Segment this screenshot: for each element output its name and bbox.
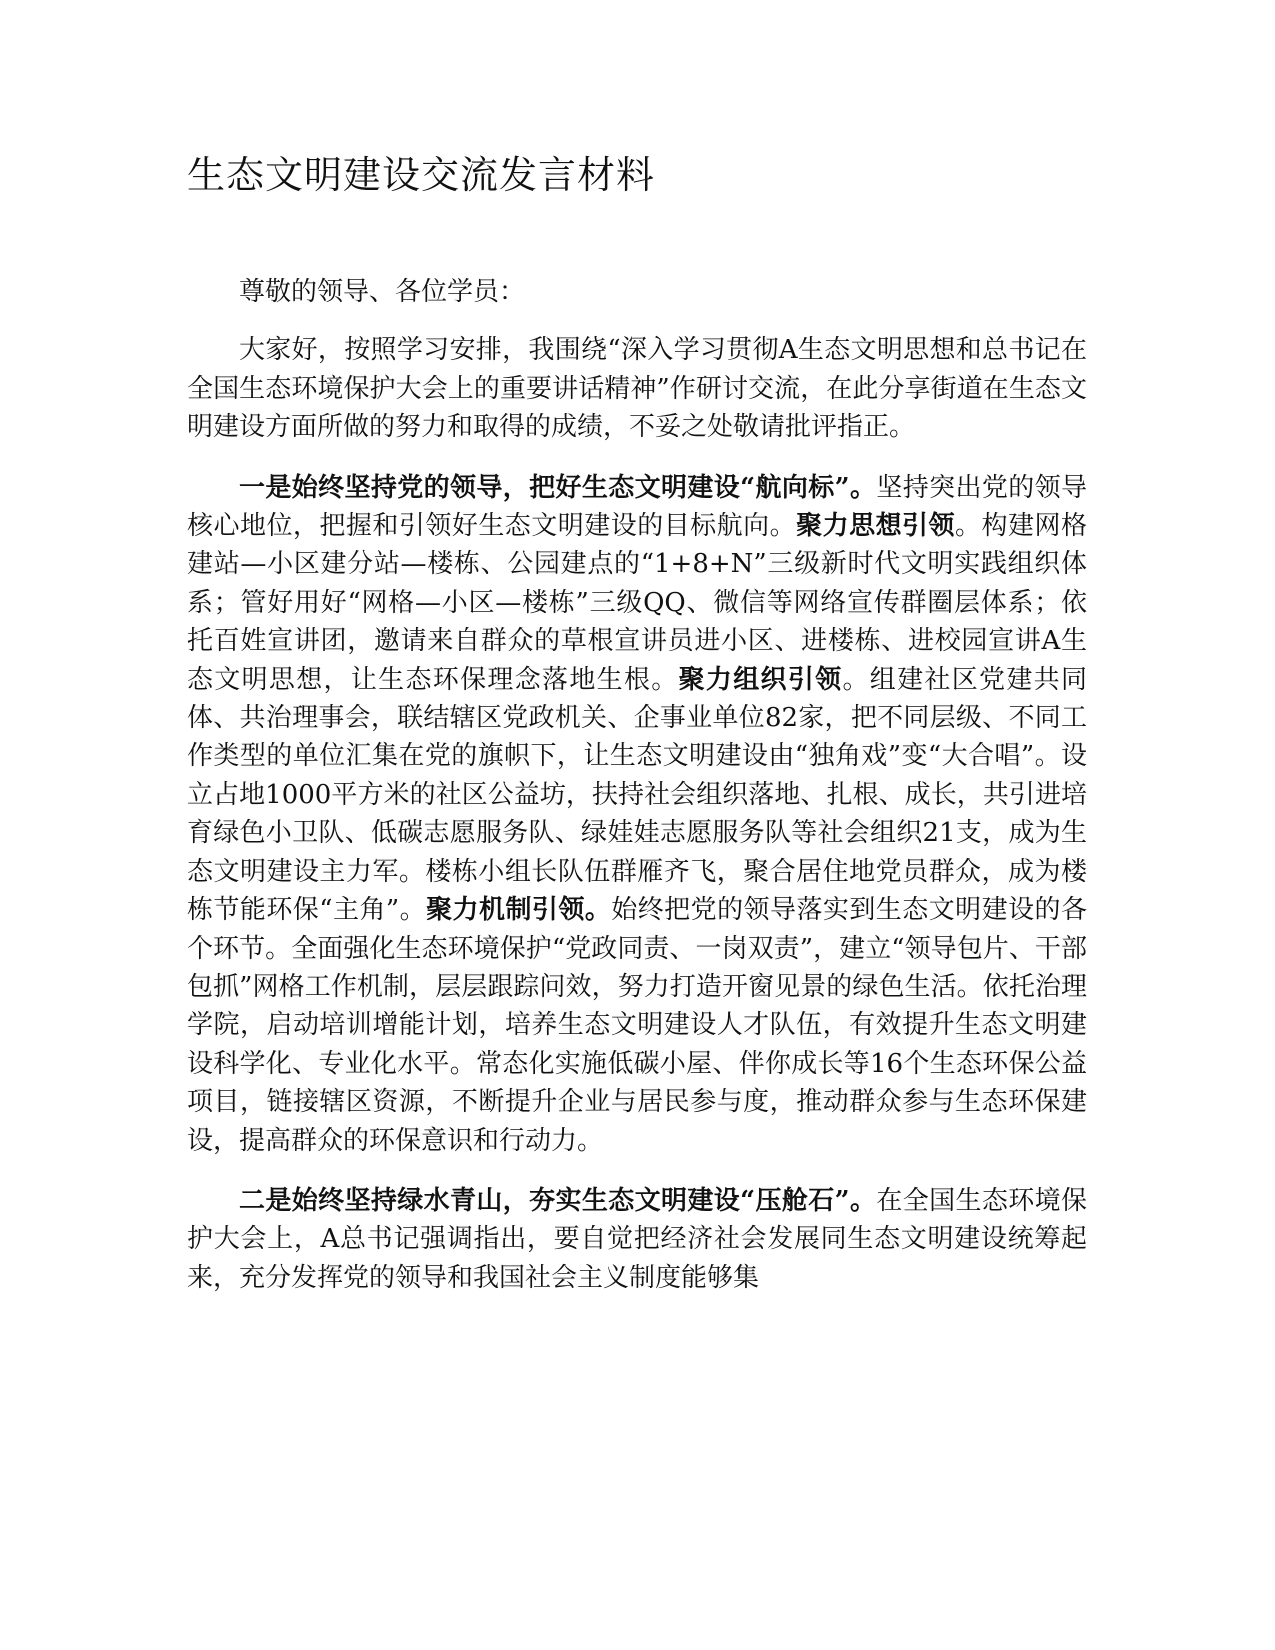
section-1-subheading-organization: 聚力组织引领 — [678, 664, 843, 695]
section-1-text-3: 。组建社区党建共同体、共治理事会，联结辖区党政机关、企事业单位82家，把不同层级、不同工作类型的单位汇集在党的旗帜下，让生态文明建设由“独角戏”变“大合唱”。设立占地1000平方米的社区公益坊，扶持社会组织落地、扎根、成长，共引进培育绿色小卫队、低碳志愿服务队、绿娃娃志愿服务队等社会组织21支，成为生态文明建设主力军。楼栋小组长队伍群雁齐飞，聚合居住地党员群众，成为楼栋节能环保“主角”。 — [187, 664, 1087, 926]
section-1-text-1: 坚持突出党的领导核心地位，把握和引领好生态文明建设的目标航向。 — [187, 472, 1087, 542]
section-1-heading: 一是始终坚持党的领导，把好生态文明建设“航向标”。 — [239, 472, 877, 503]
salutation: 尊敬的领导、各位学员： — [239, 277, 526, 307]
section-1-subheading-mechanism: 聚力机制引领。 — [426, 895, 612, 926]
section-2-heading: 二是始终坚持绿水青山，夯实生态文明建设“压舱石”。 — [239, 1185, 877, 1216]
intro-paragraph: 大家好，按照学习安排，我围绕“深入学习贯彻A生态文明思想和总书记在全国生态环境保护大会上的重要讲话精神”作研讨交流，在此分享街道在生态文明建设方面所做的努力和取得的成绩，不妥之处敬请批评指正。 — [187, 335, 1087, 443]
section-2-paragraph — [187, 1182, 1087, 1297]
section-2-text: 在全国生态环境保护大会上，A总书记强调指出，要自觉把经济社会发展同生态文明建设统筹起来，充分发挥党的领导和我国社会主义制度能够集 — [187, 1185, 1087, 1293]
section-1-text-4: 始终把党的领导落实到生态文明建设的各个环节。全面强化生态环境保护“党政同责、一岗双责”，建立“领导包片、干部包抓”网格工作机制，层层跟踪问效，努力打造开窗见景的绿色生活。依托治理学院，启动培训增能计划，培养生态文明建设人才队伍，有效提升生态文明建设科学化、专业化水平。常态化实施低碳小屋、伴你成长等16个生态环保公益项目，链接辖区资源，不断提升企业与居民参与度，推动群众参与生态环保建设，提高群众的环保意识和行动力。 — [187, 895, 1087, 1156]
document-body — [187, 273, 1087, 1297]
section-1-paragraph — [187, 469, 1087, 1160]
section-1-subheading-thought: 聚力思想引领 — [796, 511, 956, 542]
section-1-text-2: 。构建网格建站—小区建分站—楼栋、公园建点的“1+8+N”三级新时代文明实践组织体系；管好用好“网格—小区—楼栋”三级QQ、微信等网络宣传群圈层体系；依托百姓宣讲团，邀请来自群众的草根宣讲员进小区、进楼栋、进校园宣讲A生态文明思想，让生态环保理念落地生根。 — [187, 511, 1087, 695]
document-title: 生态文明建设交流发言材料 — [187, 153, 656, 197]
